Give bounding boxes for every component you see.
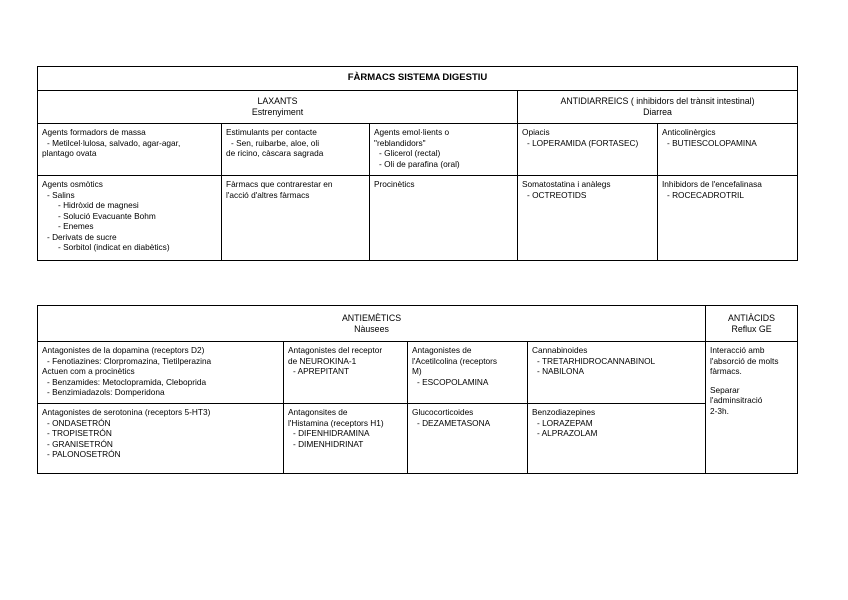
cell-serotonina: Antagonistes de serotonina (receptors 5-HT3) - ONDASETRÓN - TROPISETRÓN - GRANISETRÓN - PALONOSETRÓN (38, 404, 284, 474)
cell-glucocorticoides: Glucocorticoides - DEZAMETASONA (408, 404, 528, 474)
cell-contrarestar: Fàrmacs que contrarestar en l'acció d'altres fàrmacs (222, 176, 370, 261)
cell-neurokina: Antagonistes del receptor de NEUROKINA-1 - APREPITANT (284, 342, 408, 404)
laxants-header (38, 91, 518, 124)
cell-procinetics: Procinètics (370, 176, 518, 261)
laxants-subtitle: Estrenyiment (251, 107, 304, 117)
table-digestiu (37, 66, 798, 261)
spacer (710, 377, 793, 385)
main-title: FÀRMACS SISTEMA DIGESTIU (38, 67, 798, 91)
cell-formadors-massa: Agents formadors de massa - Metilcel·lulosa, salvado, agar-agar, plantago ovata (38, 124, 222, 176)
cell-anticolinergics: Anticolinèrgics - BUTIESCOLOPAMINA (658, 124, 798, 176)
antidiarreics-title: ANTIDIARREICS ( inhibidors del trànsit intestinal) (560, 96, 755, 106)
antiemetics-subtitle: Nàusees (354, 323, 389, 334)
cell-cannabinoides: Cannabinoides - TRETARHIDROCANNABINOL - NABILONA (528, 342, 706, 404)
laxants-title: LAXANTS (257, 96, 298, 106)
cell-estimulants: Estimulants per contacte - Sen, ruibarbe, aloe, oli de ricino, càscara sagrada (222, 124, 370, 176)
cell-emolients: Agents emol·lients o "reblandidors" - Glicerol (rectal) - Oli de parafina (oral) (370, 124, 518, 176)
cell-histamina: Antagonsites de l'Histamina (receptors H1) - DIFENHIDRAMINA - DIMENHIDRINAT (284, 404, 408, 474)
table-antiemetics (37, 305, 798, 474)
antiemetics-title: ANTIEMÈTICS (341, 312, 402, 323)
antidiarreics-header (518, 91, 798, 124)
cell-somatostatina: Somatostatina i anàlegs - OCTREOTIDS (518, 176, 658, 261)
cell-dopamina: Antagonistes de la dopamina (receptors D2) - Fenotiazines: Clorpromazina, Tietilperazina Actuen com a procinètics - Benzamides: Metoclopramida, Cleboprida - Benzimiadazols: Domperidona (38, 342, 284, 404)
antiacids-subtitle: Reflux GE (731, 323, 772, 334)
antiemetics-header (38, 306, 706, 342)
cell-osmotics: Agents osmòtics - Salins - Hidròxid de magnesi - Solució Evacuante Bohm - Enemes - Derivats de sucre - Sorbitol (indicat en diabètics) (38, 176, 222, 261)
cell-acetilcolina: Antagonistes de l'Acetilcolina (receptors M) - ESCOPOLAMINA (408, 342, 528, 404)
cell-encefalinasa: Inhibidors de l'encefalinasa - ROCECADROTRIL (658, 176, 798, 261)
cell-antiacids-notes: Interacció amb l'absorció de molts fàrmacs. Separar l'adminsitració 2-3h. (706, 342, 798, 474)
antiacids-header (706, 306, 798, 342)
cell-opiacis: Opiacis - LOPERAMIDA (FORTASEC) (518, 124, 658, 176)
antiacids-title: ANTIÀCIDS (728, 312, 775, 323)
antidiarreics-subtitle: Diarrea (643, 107, 672, 117)
cell-benzodiazepines: Benzodiazepines - LORAZEPAM - ALPRAZOLAM (528, 404, 706, 474)
